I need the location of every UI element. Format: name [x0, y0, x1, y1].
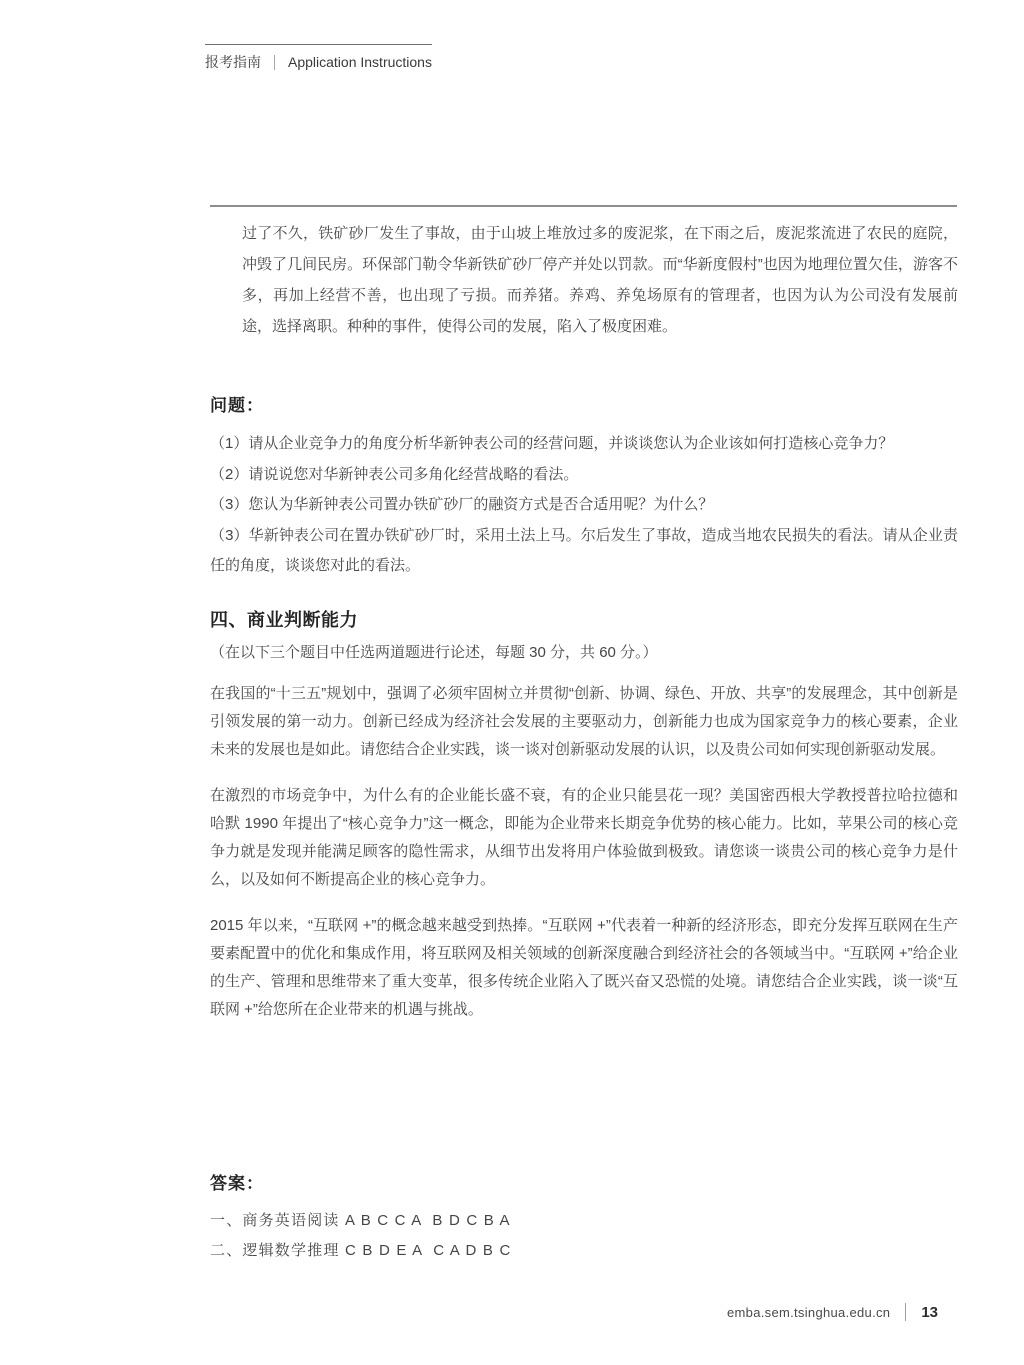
header-divider	[274, 55, 275, 70]
question-item-4: （3）华新钟表公司在置办铁矿砂厂时，采用土法上马。尔后发生了事故，造成当地农民损失的看法。请从企业责任的角度，谈谈您对此的看法。	[210, 526, 958, 574]
answers-section	[210, 1169, 958, 1266]
section-divider-rule	[210, 205, 957, 207]
answer-line-logic-math: 二、逻辑数学推理 C B D E A C A D B C	[210, 1242, 512, 1259]
answers-heading: 答案：	[210, 1174, 264, 1193]
essay-topic-core-competence: 在激烈的市场竞争中，为什么有的企业能长盛不衰，有的企业只能昙花一现？美国密西根大学教授普拉哈拉德和哈默 1990 年提出了“核心竞争力”这一概念，即能为企业带来长期竞争优势的核心能力。比如，苹果公司的核心竞争力就是发现并能满足顾客的隐性需求，从细节出发将用户体验做到极致。请您谈一谈贵公司的核心竞争力是什么，以及如何不断提高企业的核心竞争力。	[210, 787, 958, 888]
section-heading: 四、商业判断能力	[210, 610, 358, 630]
questions-heading: 问题：	[210, 396, 264, 415]
essay-topic-internet-plus: 2015 年以来，“互联网 +”的概念越来越受到热捧。“互联网 +”代表着一种新的经济形态，即充分发挥互联网在生产要素配置中的优化和集成作用，将互联网及相关领域的创新深度融合到经济社会的各领域当中。“互联网 +”给企业的生产、管理和思维带来了重大变革，很多传统企业陷入了既兴奋又恐慌的处境。请您结合企业实践，谈一谈“互联网 +”给您所在企业带来的机遇与挑战。	[210, 917, 958, 1018]
question-item-3: （3）您认为华新钟表公司置办铁矿砂厂的融资方式是否合适用呢？为什么？	[210, 496, 714, 513]
footer-url: emba.sem.tsinghua.edu.cn	[727, 1304, 891, 1320]
header-title-en: Application Instructions	[288, 54, 432, 70]
header-row	[205, 52, 432, 72]
page-footer	[727, 1303, 938, 1321]
header-title-zh: 报考指南	[205, 54, 261, 70]
case-story-paragraph: 过了不久，铁矿砂厂发生了事故，由于山坡上堆放过多的废泥浆，在下雨之后，废泥浆流进了农民的庭院，冲毁了几间民房。环保部门勒令华新铁矿砂厂停产并处以罚款。而“华新度假村”也因为地理位置欠佳，游客不多，再加上经营不善，也出现了亏损。而养猪。养鸡、养兔场原有的管理者，也因为认为公司没有发展前途，选择离职。种种的事件，使得公司的发展，陷入了极度困难。	[242, 225, 958, 335]
footer-divider	[905, 1303, 906, 1321]
answer-line-english-reading: 一、商务英语阅读 A B C C A B D C B A	[210, 1212, 511, 1229]
running-header	[205, 44, 432, 72]
questions-section	[210, 391, 958, 582]
business-judgment-section	[210, 606, 958, 1024]
question-item-2: （2）请说说您对华新钟表公司多角化经营战略的看法。	[210, 465, 579, 483]
question-item-1: （1）请从企业竞争力的角度分析华新钟表公司的经营问题，并谈谈您认为企业该如何打造核心竞争力？	[210, 435, 894, 452]
essay-topic-innovation: 在我国的“十三五”规划中，强调了必须牢固树立并贯彻“创新、协调、绿色、开放、共享”的发展理念，其中创新是引领发展的第一动力。创新已经成为经济社会发展的主要驱动力，创新能力也成为国家竞争力的核心要素，企业未来的发展也是如此。请您结合企业实践，谈一谈对创新驱动发展的认识，以及贵公司如何实现创新驱动发展。	[210, 685, 958, 758]
header-top-rule	[205, 44, 432, 45]
section-note: （在以下三个题目中任选两道题进行论述，每题 30 分，共 60 分。）	[210, 644, 658, 661]
page-number: 13	[921, 1303, 938, 1321]
